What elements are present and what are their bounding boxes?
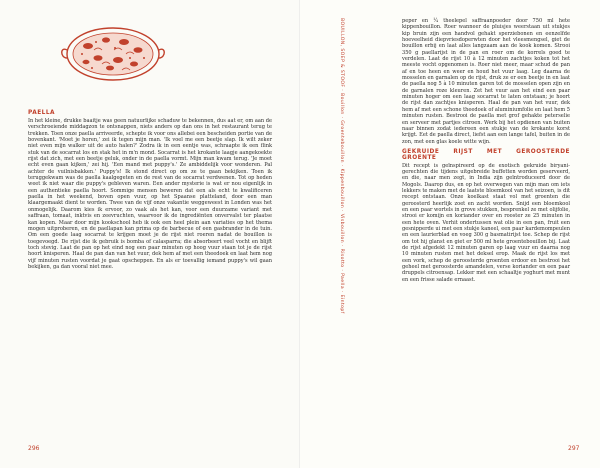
right-paragraph-1: peper en ¼ theelepel saffraanpoeder door 750 ml hete kippenbouillon. Roer wanneer de pluisjes weerstaan uit stukjes kip bruin zijn een handvol gehakt sperziebonen en eenzelfde hoeveelheid diepvriesdoperwten door het vleesmengsel, giet de bouillon erbij en laat alles langzaam aan de kook komen. Strooi 350 g paellarijst in de pan en roer om de korrels goed te verdelen. Laat de rijst 10 à 12 minuten zachtjes koken tot het meeste vocht opgenomen is. Roer niet meer, maar schud de pan af en toe heen en weer en houd het vuur laag. Leg daarna de mosselen en garnalen op de rijst, druk ze er een beetje in en laat de paella nog 5 à 10 minuten garen tot de mosselen open zijn en de garnalen roze kleuren. Zet het vuur aan het eind een paar minuten hoger om een laag socarrat te laten ontstaan; je hoort de rijst dan zachtjes knisperen. Haal de pan van het vuur, dek hem af met een schone theedoek of aluminiumfolie en laat hem 5 minuten rusten. Bestrooi de paella met grof gehakte peterselie en serveer met partjes citroen. Werk bij het opdienen van buiten naar binnen zodat iedereen een stukje van de krokante korst krijgt. Eet de paella direct, liefst aan een lange tafel, buiten in de zon, met een glas koele witte wijn. <box>402 18 570 145</box>
left-paragraph-1: In het kleine, drukke baaitje was geen natuurlijke schaduw te bekennen, dus aat er, om aan de verschroeiende middagzon te ontsnappen, niets anders op dan ons in het restaurant terug te trekken. Toen onze paella arriveerde, schepte ik voor ons allebei een bescheiden portie van de bovenkant. 'Moet je horen,' zei ik tegen mijn man. 'Ik voel me een beetje slap. Ik wilt zeker niet even mijn walker uit de auto halen?' Zodra ik in een eentje was, schraapte ik een flink stuk van de socarrat los en stak het in m'n mond. Socarrat is het krokante laagje aangekoekte rijst dat zich, met een beetje geluk, onder in de paella vormt. Mijn man kwam terug. 'Je moet echt even gaan kijken,' zei hij. 'Een mand met puppy's.' Ze ambiddelijk voor wonderen. Pal achter de vuilnisbakken.' Puppy's! Ik stond direct op om ze te gaan bekijken. Toen ik teruggekwam was de paella kaalgegeten en de rest van de socarrat verdwenen. Tot op heden weet ik niet waar die puppy's gebleven waren. Een ander mysterie is wat er nou eigenlijk in een authentieke paella hoort. Sommige mensen beweren dat een als echt te kwalificeren paella in het weekend, boven open vuur, op het Spaanse platteland, door een man klaargemaakt dient te worden. Twee van de vijf onze vakantie weggeweest in Londen was het onmogelijk. Daarom kies ik ervoor, zo vaak als het kan, voor een duurzame variant met saffraan, tomaat, inktvis en zeevruchten, waarvoor ik de ingrediënten onvervalst ter plaatse kan kopen. Maar door mijn kookschool heb ik ook een heel plein aan variaties op het thema mogen uitproberen, en de paellapan kan prima op de barbecue of een gasbrander in de tuin. Om een goede laag socarrat te krijgen moet je de rijst niet roeren nadat de bouillon is toegevoegd. De rijst die ik gebruik is bomba of calasparra; die absorbeert veel vocht en blijft toch stevig. Laat de pan op het eind nog een paar minuten op hoog vuur staan tot je de rijst hoort knisperen. Haal de pan dan van het vuur, dek hem af met een theedoek en laat hem nog vijf minuten rusten voordat je gaat opscheppen. En als er toevallig iemand puppy's wil gaan bekijken, ga dan vooral niet mee. <box>28 118 272 270</box>
left-body-text <box>28 118 272 270</box>
paella-pan-illustration <box>58 18 168 90</box>
page-number-right: 297 <box>568 445 580 452</box>
recipe-title: PAELLA <box>28 110 56 116</box>
running-head <box>337 18 345 418</box>
right-body-text <box>402 18 570 283</box>
section-heading: GEKRUIDE RIJST MET GEROOSTERDE GROENTE <box>402 148 570 162</box>
running-head-text: BOUILLON, SOEP & STOOF · Bouillon · Groentebouillon · Kippenbouillon · Visbouillon · Risotto · Paella · Eintopf <box>339 18 344 314</box>
right-page <box>300 0 600 468</box>
page-number-left: 296 <box>28 445 40 452</box>
right-paragraph-2: Dit recept is geïnspireerd op de exotisch gekruide biryani-gerechten die tijdens uitgebreide buffetten worden geserveerd, en die, naar men zegt, in India zijn geïntroduceerd door de Mogols. Daarop dus, en op het overwegen van mijn man om iets lekkers te maken met de laatste bloemkool van het seizoen, is dit recept ontstaan. Onze koelkast staat vol met groenten die geroosterd heerlijk zoet en zacht worden. Snijd een bloemkool en een paar wortels in grove stukken, besprenkel ze met olijfolie, strooi er komijn en koriander over en rooster ze 25 minuten in een hete oven. Verhit ondertussen wat olie in een pan, fruit een gesnipperde ui met een stukje kaneel, een paar kardemompeulen en een laurierblad en voeg 300 g basmatirijst toe. Schep de rijst om tot hij glanst en giet er 500 ml hete groentebouillon bij. Laat de rijst afgedekt 12 minuten garen op laag vuur en daarna nog 10 minuten rusten met het deksel erop. Maak de rijst los met een vork, schep de geroosterde groenten erdoor en bestrooi het geheel met geroosterde amandelen, verse koriander en een paar druppels citroensap. Lekker met een schaaltje yoghurt met munt en een frisse salade ernaast. <box>402 162 570 283</box>
